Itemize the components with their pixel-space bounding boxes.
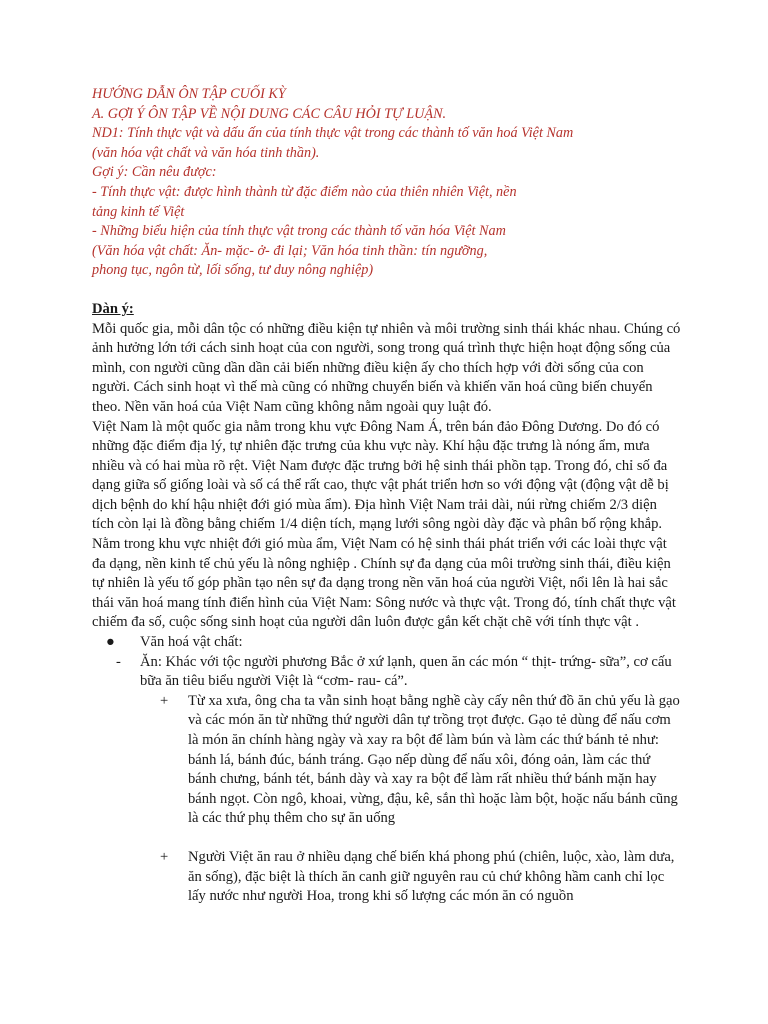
dash-text: Ăn: Khác với tộc người phương Bắc ở xứ lạnh, quen ăn các món “ thịt- trứng- sữa”, cơ cấu bữa ăn tiêu biểu người Việt là “cơm- rau- cá”. (140, 653, 672, 690)
topic-nd1-cont: (văn hóa vật chất và văn hóa tinh thần). (92, 144, 320, 161)
hint-item-1-cont: tảng kinh tế Việt (92, 203, 185, 220)
bullet-material-culture (92, 633, 682, 653)
hint-item-1: - Tính thực vật: được hình thành từ đặc điểm nào của thiên nhiên Việt, nền (92, 183, 517, 200)
hint-item-2-detail-cont: phong tục, ngôn từ, lối sống, tư duy nông nghiệp) (92, 262, 374, 279)
hint-item-2-detail: (Văn hóa vật chất: Ăn- mặc- ở- đi lại; Văn hóa tinh thần: tín ngưỡng, (92, 242, 488, 259)
plus-marker: + (160, 692, 169, 709)
outline-section (92, 300, 682, 907)
outline-paragraph-2: Việt Nam là một quốc gia nằm trong khu vực Đông Nam Á, trên bán đảo Đông Dương. Do đó có những đặc điểm địa lý, tự nhiên đặc trưng của khu vực này. Khí hậu đặc trưng là nóng ẩm, mưa nhiều và có hai mùa rõ rệt. Việt Nam được đặc trưng bởi hệ sinh thái phồn tạp. Trong đó, chỉ số đa dạng giữa số giống loài và số cá thể rất cao, thực vật phát triển hơn so với động vật (động vật dễ bị dịch bệnh do khí hậu nhiệt đới gió mùa ẩm). Địa hình Việt Nam trải dài, núi rừng chiếm 2/3 diện tích còn lại là đồng bằng chiếm 1/4 diện tích, mạng lưới sông ngòi dày đặc và phân bố rộng khắp. Nằm trong khu vực nhiệt đới gió mùa ẩm, Việt Nam có hệ sinh thái phát triển với các loài thực vật đa dạng, nền kinh tế chủ yếu là nông nghiệp . Chính sự đa dạng của môi trường sinh thái, điều kiện tự nhiên là yếu tố góp phần tạo nên sự đa dạng trong nền văn hoá của người Việt, nổi lên là hai sắc thái văn hoá mang tính điển hình của Việt Nam: Sông nước và thực vật. Trong đó, tính chất thực vật chiếm đa số, cuộc sống sinh hoạt của người dân luôn được gắn kết chặt chẽ với tính thực vật . (92, 418, 676, 631)
review-guide-header (92, 85, 682, 281)
plus-text-2: Người Việt ăn rau ở nhiều dạng chế biến khá phong phú (chiên, luộc, xào, làm dưa, ăn sống), đặc biệt là thích ăn canh giữ nguyên rau củ chứ không hầm canh chỉ lọc lấy nước như người Hoa, trong khi số lượng các món ăn có nguồn (188, 848, 675, 905)
plus-text-1: Từ xa xưa, ông cha ta vẫn sinh hoạt bằng nghề cày cấy nên thứ đồ ăn chủ yếu là gạo và các món ăn từ những thứ người dân tự trồng trọt được. Gạo tẻ dùng để nấu cơm là món ăn chính hàng ngày và xay ra bột để làm bún và làm các thứ bánh tẻ như: bánh lá, bánh đúc, bánh tráng. Gạo nếp dùng để nấu xôi, đóng oản, làm các thứ bánh chưng, bánh tét, bánh dày và xay ra bột để làm rất nhiều thứ bánh mặn hay bánh ngọt. Còn ngô, khoai, vừng, đậu, kê, sắn thì hoặc làm bột, hoặc nấu bánh cũng là các thứ phụ thêm cho sự ăn uống (188, 692, 680, 827)
hint-label: Gợi ý: Cần nêu được: (92, 164, 217, 181)
dash-item-food (92, 653, 682, 692)
section-a-title: A. GỢI Ý ÔN TẬP VỀ NỘI DUNG CÁC CÂU HỎI TỰ LUẬN. (92, 105, 447, 122)
plus-item-rice (92, 692, 682, 829)
plus-item-vegetables (92, 848, 682, 907)
dash-marker: - (116, 653, 121, 670)
topic-nd1: ND1: Tính thực vật và dấu ấn của tính thực vật trong các thành tố văn hoá Việt Nam (92, 125, 574, 142)
outline-paragraph-1: Mỗi quốc gia, mỗi dân tộc có những điều kiện tự nhiên và môi trường sinh thái khác nhau. Chúng có ảnh hưởng lớn tới cách sinh hoạt của con người, song trong quá trình thực hiện hoạt động sống của mình, con người cũng dần dần cải biến những điều kiện ấy cho thích hợp với đời sống của con người. Cách sinh hoạt vì thế mà cũng có những chuyển biến và khiến văn hoá cũng biến chuyển theo. Nền văn hoá của Việt Nam cũng không nằm ngoài quy luật đó. (92, 320, 681, 415)
outline-heading: Dàn ý: (92, 300, 134, 317)
hint-item-2: - Những biểu hiện của tính thực vật trong các thành tố văn hóa Việt Nam (92, 223, 506, 240)
guide-title: HƯỚNG DẪN ÔN TẬP CUỐI KỲ (92, 86, 286, 102)
bullet-marker: ● (106, 634, 115, 651)
plus-marker: + (160, 848, 169, 865)
bullet-text: Văn hoá vật chất: (140, 634, 243, 651)
